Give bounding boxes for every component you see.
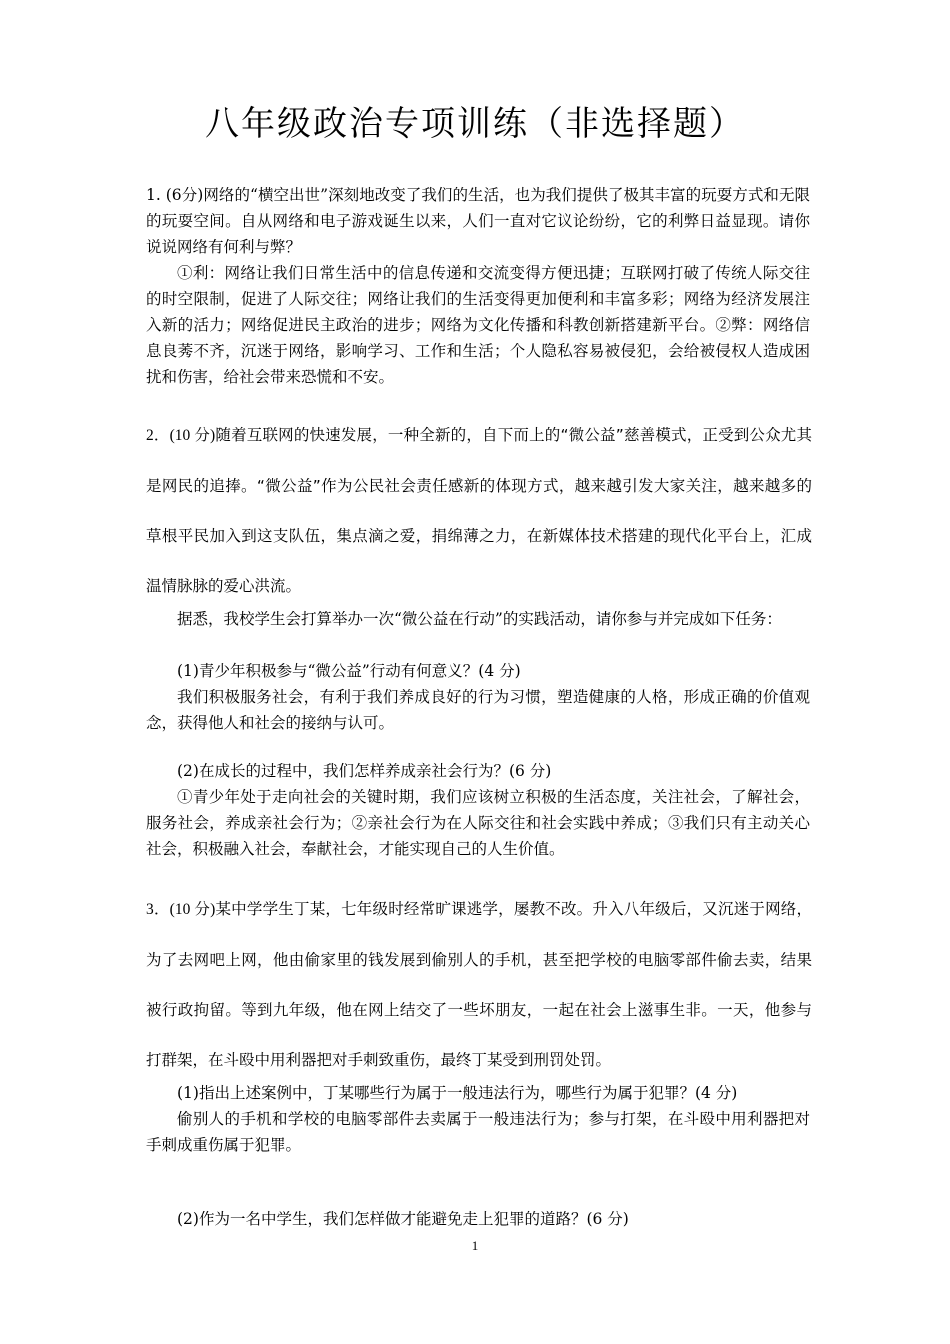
- q3-sub2-question: (2)作为一名中学生，我们怎样做才能避免走上犯罪的道路？(6 分): [177, 1210, 629, 1228]
- q2-sub2-answer: ①青少年处于走向社会的关键时期，我们应该树立积极的生活态度，关注社会，了解社会，服务社会，养成亲社会行为；②亲社会行为在人际交往和社会实践中养成；③我们只有主动关心社会，积极融入社会，奉献社会，才能实现自己的人生价值。: [146, 788, 810, 858]
- q2-lead: [146, 410, 812, 611]
- q2-sub1-question: (1)青少年积极参与“微公益”行动有何意义？(4 分): [177, 662, 521, 680]
- q1-question: 1. (6分)网络的“横空出世”深刻地改变了我们的生活，也为我们提供了极其丰富的玩耍方式和无限的玩耍空间。自从网络和电子游戏诞生以来，人们一直对它议论纷纷，它的利弊日益显现。请你说说网络有何利与弊？: [146, 186, 810, 256]
- q3-lead: [146, 884, 812, 1085]
- q3-lead-text: 某中学学生丁某，七年级时经常旷课逃学，屡教不改。升入八年级后，又沉迷于网络，为了去网吧上网，他由偷家里的钱发展到偷别人的手机，甚至把学校的电脑零部件偷去卖，结果被行政拘留。等到九年级，他在网上结交了一些坏朋友，一起在社会上滋事生非。一天，他参与打群架，在斗殴中用利器把对手刺致重伤，最终丁某受到刑罚处罚。: [146, 900, 812, 1069]
- q2-number: 2．(10 分): [146, 427, 216, 444]
- q3-sub1-answer: 偷别人的手机和学校的电脑零部件去卖属于一般违法行为；参与打架，在斗殴中用利器把对手刺成重伤属于犯罪。: [146, 1110, 810, 1154]
- q3-sub1-question: (1)指出上述案例中，丁某哪些行为属于一般违法行为，哪些行为属于犯罪？(4 分): [177, 1084, 738, 1102]
- q1-answer: ①利：网络让我们日常生活中的信息传递和交流变得方便迅捷；互联网打破了传统人际交往的时空限制，促进了人际交往；网络让我们的生活变得更加便利和丰富多彩；网络为经济发展注入新的活力；网络促进民主政治的进步；网络为文化传播和科教创新搭建新平台。②弊：网络信息良莠不齐，沉迷于网络，影响学习、工作和生活；个人隐私容易被侵犯，会给被侵权人造成困扰和伤害，给社会带来恐慌和不安。: [146, 264, 810, 386]
- q2-sub2-question: (2)在成长的过程中，我们怎样养成亲社会行为？(6 分): [177, 762, 552, 780]
- q2-context: 据悉，我校学生会打算举办一次“微公益在行动”的实践活动，请你参与并完成如下任务：: [177, 610, 782, 628]
- q3-number: 3．(10 分): [146, 901, 216, 918]
- q2-lead-text: 随着互联网的快速发展，一种全新的，自下而上的“微公益”慈善模式，正受到公众尤其是网民的追捧。“微公益”作为公民社会责任感新的体现方式，越来越引发大家关注，越来越多的草根平民加入到这支队伍，集点滴之爱，捐绵薄之力，在新媒体技术搭建的现代化平台上，汇成温情脉脉的爱心洪流。: [146, 426, 812, 595]
- page-number: 1: [471, 1238, 479, 1253]
- page-title: 八年级政治专项训练（非选择题）: [205, 104, 745, 144]
- q2-sub1-answer: 我们积极服务社会，有利于我们养成良好的行为习惯，塑造健康的人格，形成正确的价值观念，获得他人和社会的接纳与认可。: [146, 688, 810, 732]
